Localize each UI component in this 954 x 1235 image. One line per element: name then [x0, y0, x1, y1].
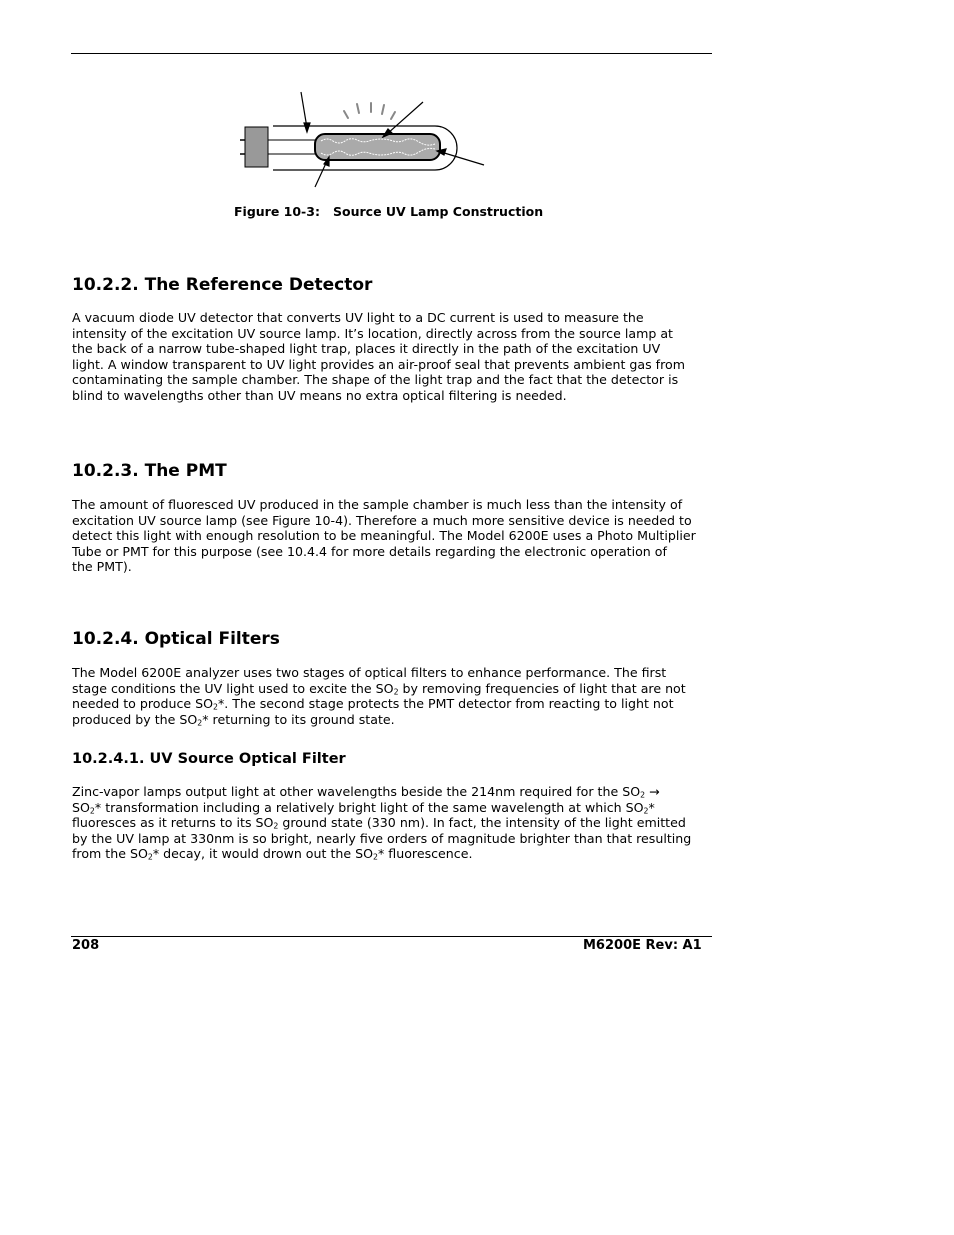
heading-optical-filters: 10.2.4. Optical Filters: [72, 629, 280, 649]
text-line: needed to produce $SO_2*$. The second stage protects the PMT detector from reacting to light not: [72, 696, 674, 712]
text-line: from the $SO_2*$ decay, it would drown out the $SO_2*$ fluorescence.: [72, 846, 473, 862]
arrow-symbol: →: [649, 784, 660, 799]
text-line: The amount of fluoresced UV produced in the sample chamber is much less than the intensity of: [72, 497, 683, 512]
text-line: contaminating the sample chamber. The shape of the light trap and the fact that the detector is: [72, 372, 679, 388]
figure-caption: [234, 204, 543, 219]
text-line: A vacuum diode UV detector that converts UV light to a DC current is used to measure the: [72, 310, 644, 325]
light-rays: [344, 103, 395, 119]
text-line: light. A window transparent to UV light provides an air-proof seal that prevents ambient gas from: [72, 356, 685, 372]
text-line: detect this light with enough resolution to be meaningful. The Model 6200E uses a Photo Multiplier: [72, 528, 696, 544]
text-line: Tube or PMT for this purpose (see 10.4.4 for more details regarding the electronic operation of: [72, 543, 667, 559]
heading-reference-detector: 10.2.2. The Reference Detector: [72, 275, 373, 295]
header-rule: [71, 53, 712, 54]
heading-pmt: 10.2.3. The PMT: [72, 461, 227, 481]
text-line: The Model 6200E analyzer uses two stages of optical filters to enhance performance. The first: [72, 665, 667, 680]
paragraph-pmt: [72, 497, 717, 575]
footer-rule: [71, 936, 712, 937]
lamp-base: [245, 127, 268, 167]
text-line: Zinc-vapor lamps output light at other wavelengths beside the 214nm required for the $SO_2$ →: [72, 784, 660, 800]
text-line: the PMT).: [72, 559, 132, 575]
text-line: excitation UV source lamp (see Figure 10-4). Therefore a much more sensitive device is needed to: [72, 512, 692, 528]
document-revision: M6200E Rev: A1: [583, 938, 702, 953]
text-line: stage conditions the UV light used to excite the $SO_2$ by removing frequencies of light that are not: [72, 680, 686, 697]
text-line: produced by the $SO_2*$ returning to its ground state.: [72, 711, 395, 728]
text-line: fluoresces as it returns to its $SO_2$ ground state (330 nm). In fact, the intensity of the light emitted: [72, 815, 686, 831]
paragraph-uv-source-filter: [72, 784, 717, 862]
page-number: 208: [72, 938, 100, 953]
lamp-inner-capsule: [315, 134, 440, 160]
text-line: intensity of the excitation UV source lamp. It’s location, directly across from the source lamp at: [72, 325, 673, 341]
text-line: by the UV lamp at 330nm is so bright, nearly five orders of magnitude brighter than that resulting: [72, 830, 692, 846]
caption-number: Figure 10-3:: [234, 204, 320, 219]
heading-uv-source-optical-filter: 10.2.4.1. UV Source Optical Filter: [72, 751, 346, 767]
uv-lamp-diagram: [235, 88, 495, 193]
paragraph-reference-detector: [72, 310, 717, 404]
text-line: blind to wavelengths other than UV means no extra optical filtering is needed.: [72, 387, 567, 403]
caption-title: Source UV Lamp Construction: [333, 204, 544, 219]
text-line: $SO_2*$ transformation including a relatively bright light of the same wavelength at which $SO_2*$: [72, 799, 655, 816]
paragraph-optical-filters: [72, 665, 717, 727]
text-line: the back of a narrow tube-shaped light trap, places it directly in the path of the excitation UV: [72, 341, 661, 357]
